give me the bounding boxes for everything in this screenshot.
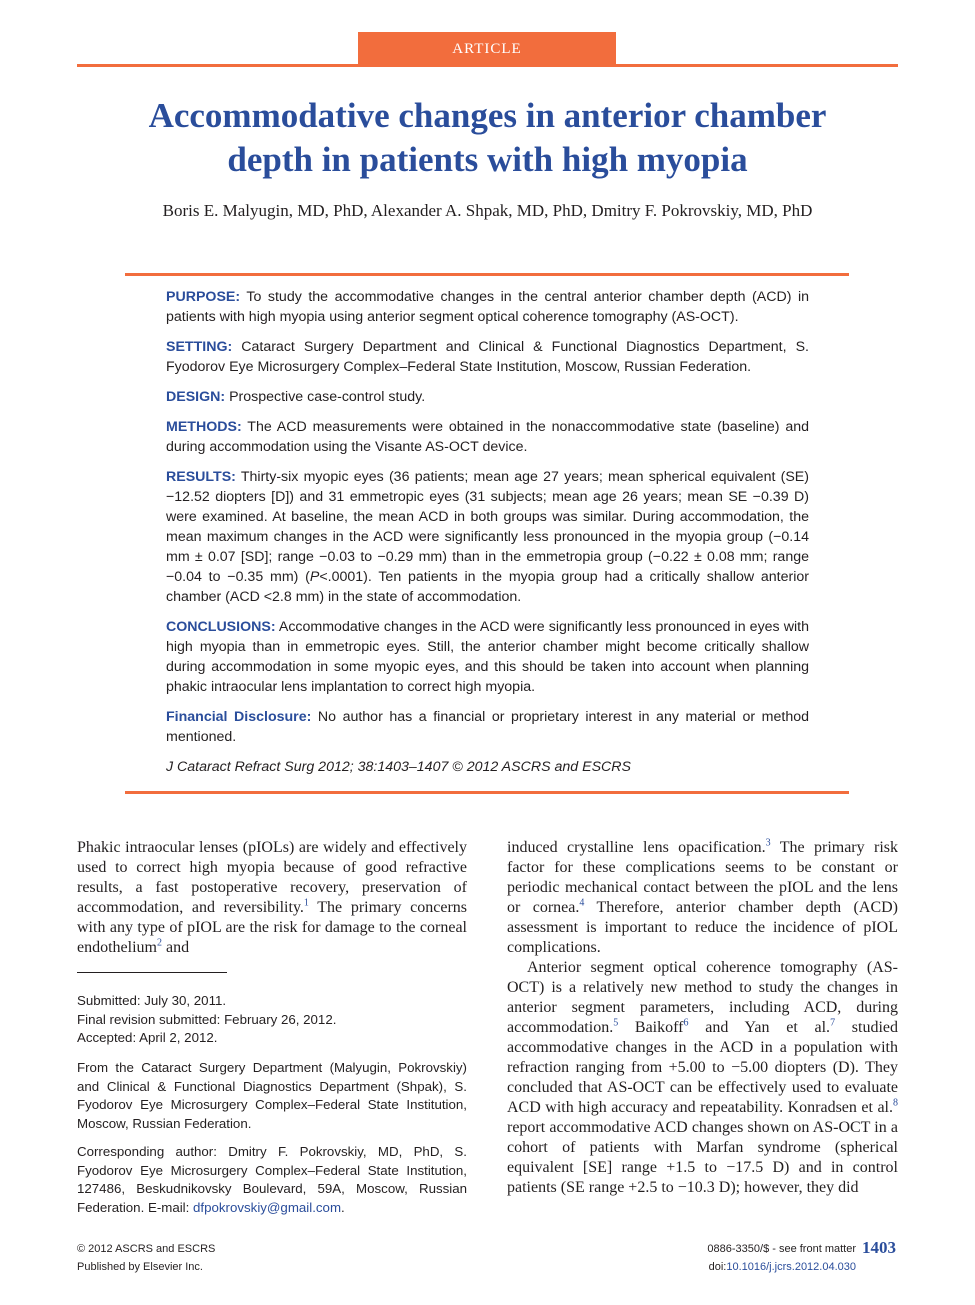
right-p2-text-d: studied accommodative changes in the ACD in a population with refraction ranging from +5.00 to −5.00 diopters (D). They concluded that AS-OCT can be effectively used to evaluate ACD with high accuracy and repeatability. Konradsen et al. xyxy=(507,1019,899,1116)
disclosure-text: No author has a financial or proprietary interest in any material or method mentioned. xyxy=(166,709,809,745)
right-p2-text-a: Anterior segment optical coherence tomography (AS-OCT) is a relatively new method to study the changes in anterior segment parameters, including ACD, during accommodation. xyxy=(507,959,898,1036)
footer-copyright: © 2012 ASCRS and ESCRS xyxy=(77,1243,216,1255)
title-line-2: depth in patients with high myopia xyxy=(227,140,748,179)
accepted-date: Accepted: April 2, 2012. xyxy=(77,1030,218,1045)
submitted-date: Submitted: July 30, 2011. xyxy=(77,993,227,1008)
intro-paragraph xyxy=(77,838,467,958)
left-column-body xyxy=(77,838,467,958)
footer-doi xyxy=(640,1261,856,1273)
purpose-label: PURPOSE: xyxy=(166,289,241,305)
corresponding-author-note xyxy=(77,1143,467,1217)
results-text-a: Thirty-six myopic eyes (36 patients; mean age 27 years; mean spherical equivalent (SE) −12.52 diopters [D]) and 31 emmetropic eyes (31 subjects; mean age 26 years; mean SE −0.39 D) were examined. At baseline, the mean ACD in both groups was similar. During accommodation, the mean maximum changes in the ACD were significantly less pronounced in the myopia group (−0.14 mm ± 0.07 [SD]; range −0.03 to −0.29 mm) than in the emmetropia group (−0.22 ± 0.08 mm; range −0.04 to −0.35 mm) ( xyxy=(166,469,809,585)
conclusions-label: CONCLUSIONS: xyxy=(166,619,276,635)
abstract-purpose xyxy=(166,287,809,327)
results-label: RESULTS: xyxy=(166,469,236,485)
methods-text: The ACD measurements were obtained in the nonaccommodative state (baseline) and during accommodation using the Visante AS-OCT device. xyxy=(166,419,809,455)
abstract-conclusions xyxy=(166,617,809,697)
right-p2-text-c: and Yan et al. xyxy=(688,1019,831,1036)
doi-prefix: doi: xyxy=(708,1261,727,1273)
results-text-b: <.0001). Ten patients in the myopia group had a critically shallow anterior chamber (ACD <2.8 mm) in the state of accommodation. xyxy=(166,569,809,605)
ref-1[interactable]: 1 xyxy=(303,897,309,909)
right-column-body xyxy=(507,838,898,1198)
design-label: DESIGN: xyxy=(166,389,226,405)
intro-text-b: The primary concerns with any type of pIOL are the risk for damage to the corneal endothelium xyxy=(77,899,468,956)
disclosure-label: Financial Disclosure: xyxy=(166,709,312,725)
setting-label: SETTING: xyxy=(166,339,233,355)
revision-date: Final revision submitted: February 26, 2012. xyxy=(77,1011,337,1027)
right-p1-text-c: Therefore, anterior chamber depth (ACD) assessment is important to reduce the incidence of pIOL complications. xyxy=(507,899,898,956)
ref-2[interactable]: 2 xyxy=(156,937,162,949)
header-rule xyxy=(77,64,898,67)
page-number: 1403 xyxy=(862,1238,896,1257)
affiliation-note: From the Cataract Surgery Department (Malyugin, Pokrovskiy) and Clinical & Functional Diagnostics Department (Shpak), S. Fyodorov Eye Microsurgery Complex–Federal State Institution, Moscow, Russian Federation. xyxy=(77,1060,467,1131)
right-paragraph-1 xyxy=(507,838,898,958)
submission-dates xyxy=(77,992,467,1048)
footer-publisher: Published by Elsevier Inc. xyxy=(77,1261,203,1273)
email-end: . xyxy=(341,1199,345,1215)
methods-label: METHODS: xyxy=(166,419,242,435)
abstract-results xyxy=(166,467,809,607)
purpose-text: To study the accommodative changes in the central anterior chamber depth (ACD) in patients with high myopia using anterior segment optical coherence tomography (AS-OCT). xyxy=(166,289,809,325)
article-title xyxy=(60,94,915,182)
author-list: Boris E. Malyugin, MD, PhD, Alexander A. Shpak, MD, PhD, Dmitry F. Pokrovskiy, MD, PhD xyxy=(162,201,813,220)
abstract-top-rule xyxy=(125,273,849,276)
abstract-design xyxy=(166,387,809,407)
intro-text-a: Phakic intraocular lenses (pIOLs) are widely and effectively used to correct high myopia because of good refractive results, a fast postoperative recovery, preservation of accommodation, and reversibility. xyxy=(77,839,467,916)
email-link[interactable]: dfpokrovskiy@gmail.com xyxy=(193,1199,342,1215)
design-text: Prospective case-control study. xyxy=(225,389,426,405)
abstract-setting xyxy=(166,337,809,377)
ref-3[interactable]: 3 xyxy=(765,837,771,849)
abstract-methods xyxy=(166,417,809,457)
ref-5[interactable]: 5 xyxy=(613,1017,619,1029)
abstract-disclosure xyxy=(166,707,809,747)
intro-text-c: and xyxy=(161,939,190,956)
journal-citation: J Cataract Refract Surg 2012; 38:1403–1407 © 2012 ASCRS and ESCRS xyxy=(166,759,631,775)
p-value-symbol: P xyxy=(309,569,320,585)
ref-7[interactable]: 7 xyxy=(830,1017,836,1029)
footnote-rule xyxy=(77,972,227,973)
ref-6[interactable]: 6 xyxy=(683,1017,689,1029)
setting-text: Cataract Surgery Department and Clinical & Functional Diagnostics Department, S. Fyodorov Eye Microsurgery Complex–Federal State Institution, Moscow, Russian Federation. xyxy=(166,339,809,375)
conclusions-text: Accommodative changes in the ACD were significantly less pronounced in eyes with high myopia than in emmetropic eyes. Still, the anterior chamber might become critically shallow during accommodation in some myopic eyes, and this should be taken into account when planning phakic intraocular lens implantation to correct high myopia. xyxy=(166,619,809,695)
doi-link[interactable]: 10.1016/j.jcrs.2012.04.030 xyxy=(726,1261,856,1273)
corresponding-text: Corresponding author: Dmitry F. Pokrovskiy, MD, PhD, S. Fyodorov Eye Microsurgery Complex–Federal State Institution, 127486, Beskudnikovsky Boulevard, 59A, Moscow, Russian Federation. E-mail: xyxy=(77,1144,467,1215)
abstract-bottom-rule xyxy=(125,791,849,794)
article-type-tag: ARTICLE xyxy=(358,32,616,64)
right-p1-text-a: induced crystalline lens opacification. xyxy=(507,839,766,856)
title-line-1: Accommodative changes in anterior chamber xyxy=(148,96,827,135)
ref-8[interactable]: 8 xyxy=(893,1097,898,1109)
footer-issn: 0886-3350/$ - see front matter xyxy=(707,1243,856,1255)
ref-4[interactable]: 4 xyxy=(579,897,585,909)
right-paragraph-2 xyxy=(507,958,898,1198)
right-p1-text-b: The primary risk factor for these complications seems to be constant or periodic mechanical contact between the pIOL and the lens or cornea. xyxy=(507,839,899,916)
right-p2-text-e: report accommodative ACD changes shown on AS-OCT in a cohort of patients with Marfan syndrome (spherical equivalent [SE] range +1.5 to −17.5 D) and in control patients (SE range +2.5 to −10.3 D); however, they did xyxy=(507,1119,898,1196)
right-p2-text-b: Baikoff xyxy=(618,1019,684,1036)
abstract xyxy=(166,287,809,787)
